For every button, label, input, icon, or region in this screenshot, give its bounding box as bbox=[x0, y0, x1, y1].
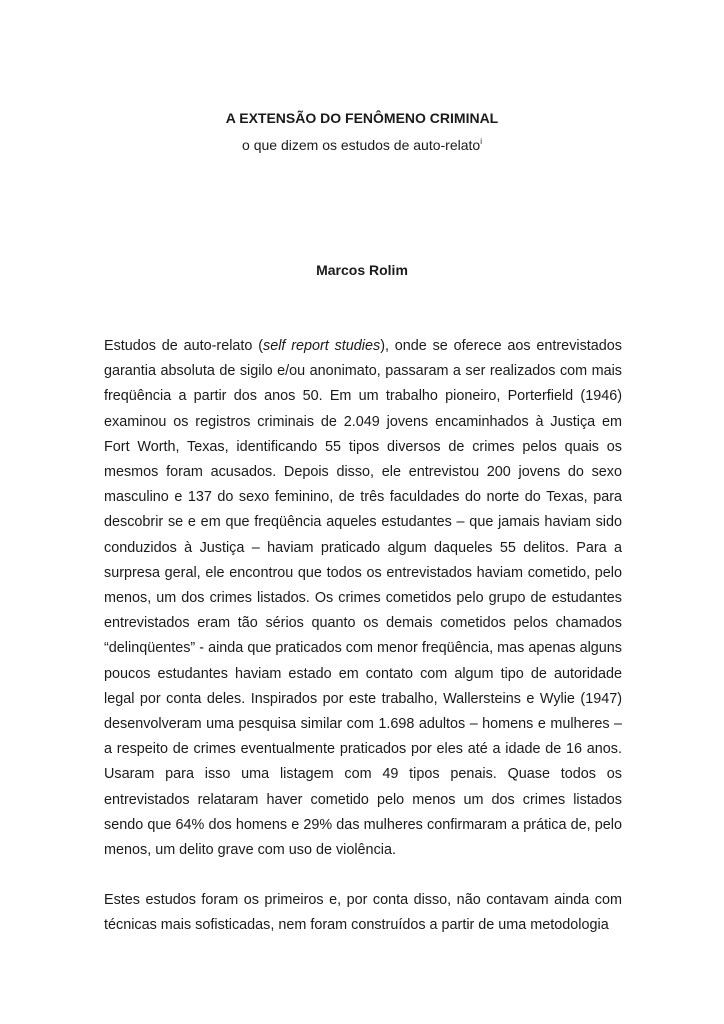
paragraph-1-rest: ), onde se oferece aos entrevistados garantia absoluta de sigilo e/ou anonimato, passaram a ser realizados com mais freqüência a partir dos anos 50. Em um trabalho pioneiro, Porterfield (1946) examinou os registros criminais de 2.049 jovens encaminhados à Justiça em Fort Worth, Texas, identificando 55 tipos diversos de crimes pelos quais os mesmos foram acusados. Depois disso, ele entrevistou 200 jovens do sexo masculino e 137 do sexo feminino, de três faculdades do norte do Texas, para descobrir se e em que freqüência aqueles estudantes – que jamais haviam sido conduzidos à Justiça – haviam praticado algum daqueles 55 delitos. Para a surpresa geral, ele encontrou que todos os entrevistados haviam cometido, pelo menos, um dos crimes listados. Os crimes cometidos pelo grupo de estudantes entrevistados eram tão sérios quanto os demais cometidos pelos chamados “delinqüentes” - ainda que praticados com menor freqüência, mas apenas alguns poucos estudantes haviam estado em contato com algum tipo de autoridade legal por conta deles. Inspirados por este trabalho, Wallersteins e Wylie (1947) desenvolveram uma pesquisa similar com 1.698 adultos – homens e mulheres – a respeito de crimes eventualmente praticados por eles até a idade de 16 anos. Usaram para isso uma listagem com 49 tipos penais. Quase todos os entrevistados relataram haver cometido pelo menos um dos crimes listados sendo que 64% dos homens e 29% das mulheres confirmaram a prática de, pelo menos, um delito grave com uso de violência. bbox=[104, 338, 622, 859]
author-name: Marcos Rolim bbox=[316, 262, 408, 278]
paragraph-1 bbox=[104, 334, 622, 863]
paragraph-2: Estes estudos foram os primeiros e, por conta disso, não contavam ainda com técnicas mais sofisticadas, nem foram construídos a partir de uma metodologia bbox=[104, 892, 622, 934]
subtitle-text: o que dizem os estudos de auto-relato bbox=[242, 137, 481, 153]
document-subtitle bbox=[0, 137, 724, 153]
document-title: A EXTENSÃO DO FENÔMENO CRIMINAL bbox=[225, 110, 499, 126]
paragraph-1-lead: Estudos de auto-relato ( bbox=[104, 338, 263, 354]
paragraph-1-italic-term: self report studies bbox=[263, 338, 381, 354]
footnote-marker[interactable]: i bbox=[480, 137, 482, 146]
document-body bbox=[104, 334, 622, 939]
